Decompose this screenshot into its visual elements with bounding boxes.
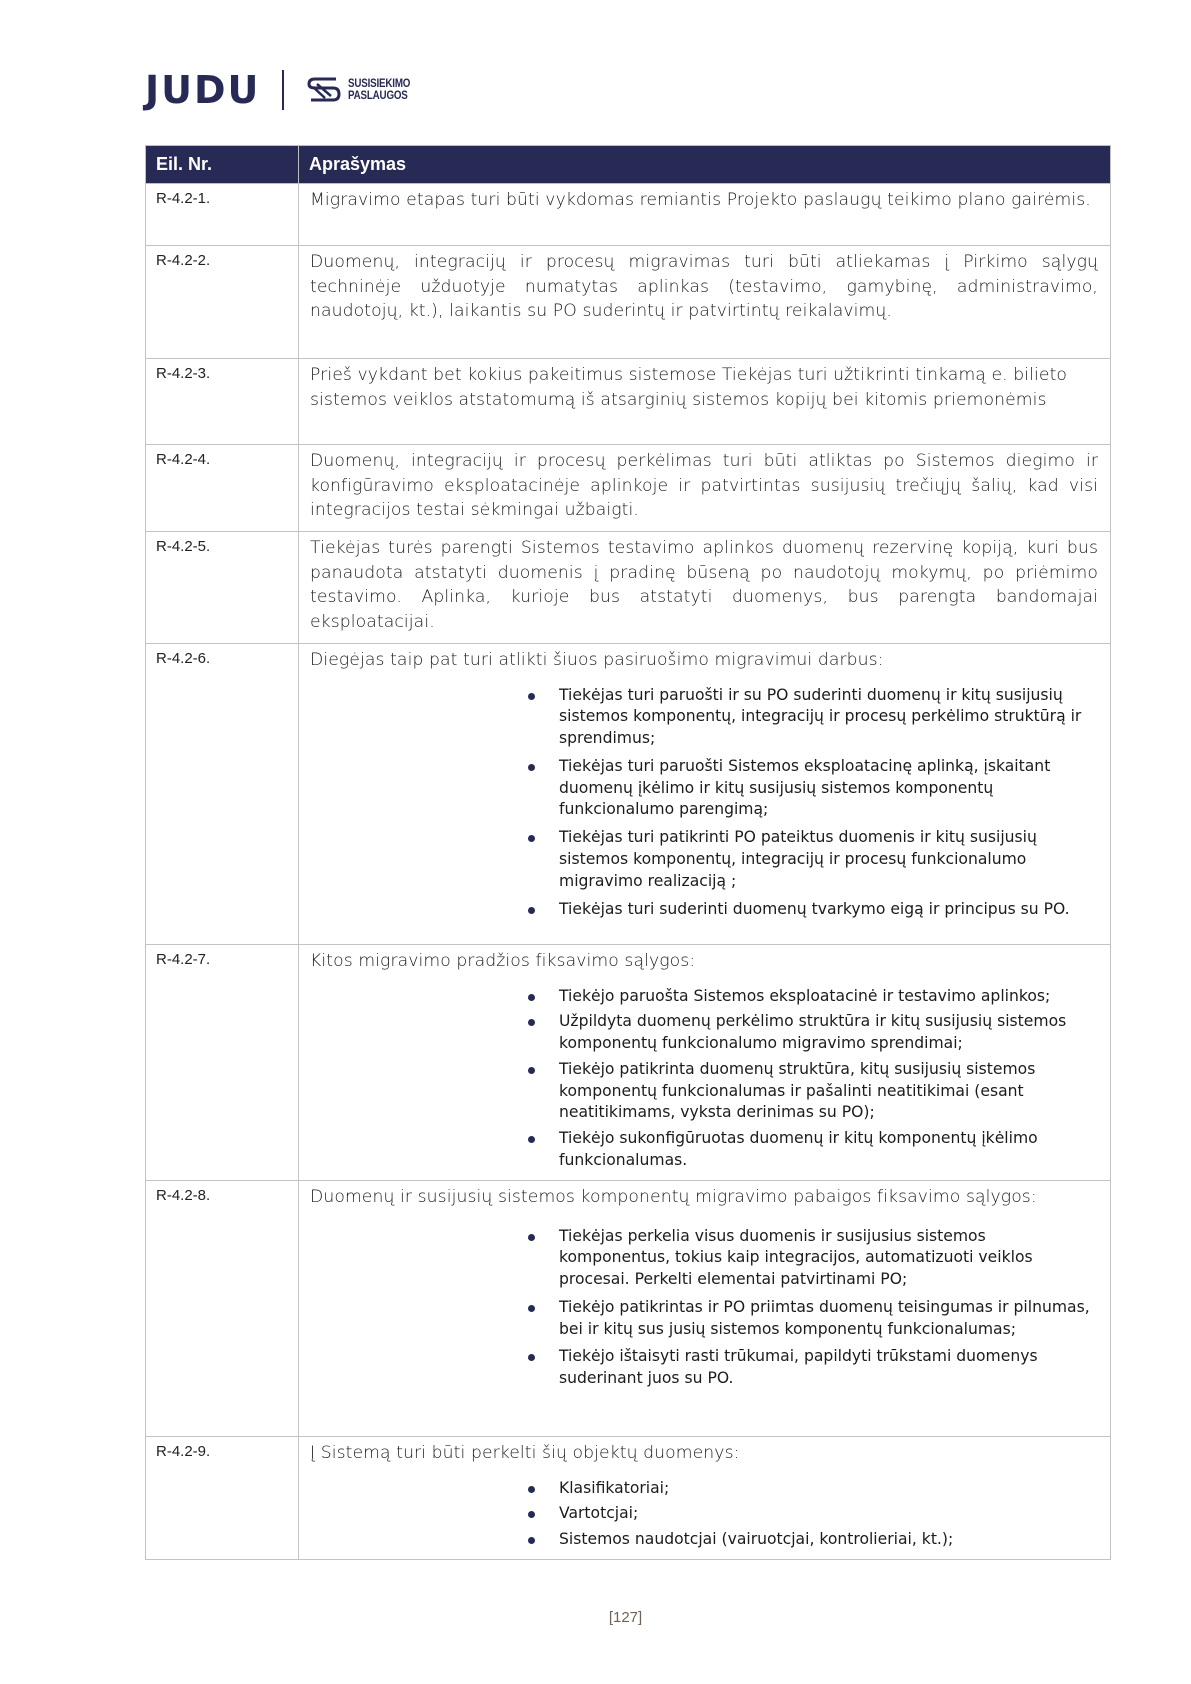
column-header-number: Eil. Nr. xyxy=(146,146,299,184)
list-item-text: Tiekėjo sukonfigūruotas duomenų ir kitų komponentų įkėlimo funkcionalumas. xyxy=(559,1129,1038,1170)
description-text: Kitos migravimo pradžios fiksavimo sąlygos: xyxy=(310,951,696,971)
list-item xyxy=(528,1059,1098,1124)
list-item xyxy=(528,986,1098,1008)
page-number: [127] xyxy=(608,1609,643,1626)
bullet-icon xyxy=(528,1486,535,1493)
bullet-icon xyxy=(528,693,535,700)
row-description xyxy=(299,945,1111,1181)
description-text: Diegėjas taip pat turi atlikti šiuos pasiruošimo migravimui darbus: xyxy=(310,650,884,670)
bullet-icon xyxy=(528,1537,535,1544)
bullet-list xyxy=(310,1478,1098,1551)
table-row xyxy=(146,359,1111,445)
list-item-text: Vartotcjai; xyxy=(559,1504,639,1523)
list-item xyxy=(528,1478,1098,1500)
list-item xyxy=(528,1297,1098,1341)
list-item-text: Tiekėjo ištaisyti rasti trūkumai, papildyti trūkstami duomenys suderinant juos su PO. xyxy=(559,1347,1038,1388)
table-row xyxy=(146,445,1111,532)
list-item-text: Tiekėjas turi paruošti Sistemos eksploatacinę aplinką, įskaitant duomenų įkėlimo ir kitų susijusių sistemos komponentų funkcionalumo parengimą; xyxy=(559,756,1051,819)
table-row xyxy=(146,644,1111,945)
header-logo xyxy=(145,68,422,112)
bullet-icon xyxy=(528,907,535,914)
row-id: R-4.2-1. xyxy=(146,184,299,246)
list-item-text: Klasifikatoriai; xyxy=(559,1478,670,1497)
bullet-list xyxy=(310,986,1098,1172)
description-text: Duomenų, integracijų ir procesų migravimas turi būti atliekamas į Pirkimo sąlygų techninėje užduotyje numatytas aplinkas (testavimo, gamybinę, administravimo, naudotojų, kt.), laikantis su PO suderintų ir patvirtintų reikalavimų. xyxy=(310,252,1098,321)
column-header-description: Aprašymas xyxy=(299,146,1111,184)
list-item-text: Sistemos naudotcjai (vairuotcjai, kontrolieriai, kt.); xyxy=(559,1530,954,1549)
list-item xyxy=(528,756,1098,821)
row-description xyxy=(299,359,1111,445)
table-row xyxy=(146,1437,1111,1560)
row-description xyxy=(299,184,1111,246)
description-text: Duomenų ir susijusių sistemos komponentų migravimo pabaigos fiksavimo sąlygos: xyxy=(310,1187,1037,1207)
list-item xyxy=(528,899,1098,921)
bullet-icon xyxy=(528,1234,535,1241)
logo-text-line2: PASLAUGOS xyxy=(348,90,409,102)
bullet-icon xyxy=(528,1136,535,1143)
list-item-text: Tiekėjas perkelia visus duomenis ir susijusius sistemos komponentus, tokius kaip integracijos, automatizuoti veiklos procesai. Perkelti elementai patvirtinami PO; xyxy=(559,1226,1033,1289)
row-id: R-4.2-3. xyxy=(146,359,299,445)
row-id: R-4.2-5. xyxy=(146,532,299,644)
row-description xyxy=(299,644,1111,945)
judu-logo: JUDU xyxy=(145,68,261,112)
description-text: Į Sistemą turi būti perkelti šių objektų duomenys: xyxy=(310,1443,740,1463)
table-row xyxy=(146,1181,1111,1437)
bullet-list xyxy=(310,1226,1098,1391)
description-text: Prieš vykdant bet kokius pakeitimus sistemose Tiekėjas turi užtikrinti tinkamą e. bilieto sistemos veiklos atstatomumą iš atsarginių sistemos kopijų bei kitomis priemonėmis xyxy=(310,365,1068,410)
row-id: R-4.2-8. xyxy=(146,1181,299,1437)
list-item-text: Tiekėjo patikrinta duomenų struktūra, kitų susijusių sistemos komponentų funkcionalumas ir pašalinti neatitikimai (esant neatitikimams, vyksta derinimas su PO); xyxy=(559,1059,1036,1122)
row-description xyxy=(299,1181,1111,1437)
row-id: R-4.2-4. xyxy=(146,445,299,532)
description-text: Duomenų, integracijų ir procesų perkėlimas turi būti atliktas po Sistemos diegimo ir konfigūravimo eksploatacinėje aplinkoje ir patvirtintas susijusių trečiųjų šalių, kad visi integracijos testai sėkmingai užbaigti. xyxy=(310,451,1098,520)
list-item xyxy=(528,1503,1098,1525)
list-item xyxy=(528,1128,1098,1172)
list-item xyxy=(528,1226,1098,1291)
requirements-table xyxy=(145,145,1111,1560)
description-text: Tiekėjas turės parengti Sistemos testavimo aplinkos duomenų rezervinę kopiją, kuri bus panaudota atstatyti duomenis į pradinę būseną po naudotojų mokymų, po priėmimo testavimo. Aplinka, kurioje bus atstatyti duomenys, bus parengta bandomajai eksploatacijai. xyxy=(310,538,1098,632)
list-item xyxy=(528,827,1098,892)
table-row xyxy=(146,945,1111,1181)
logo-divider xyxy=(282,70,284,110)
list-item-text: Tiekėjo patikrintas ir PO priimtas duomenų teisingumas ir pilnumas, bei ir kitų sus jusių sistemos komponentų funkcionalumas; xyxy=(559,1297,1090,1338)
table-row xyxy=(146,246,1111,359)
row-description xyxy=(299,246,1111,359)
row-id: R-4.2-9. xyxy=(146,1437,299,1560)
logo-text xyxy=(348,78,410,102)
row-description xyxy=(299,532,1111,644)
list-item xyxy=(528,685,1098,750)
row-id: R-4.2-2. xyxy=(146,246,299,359)
list-item-text: Tiekėjas turi paruošti ir su PO suderinti duomenų ir kitų susijusių sistemos komponentų, integracijų ir procesų perkėlimo struktūrą ir sprendimus; xyxy=(559,685,1082,748)
bullet-icon xyxy=(528,764,535,771)
bullet-icon xyxy=(528,1019,535,1026)
bullet-icon xyxy=(528,1305,535,1312)
row-description xyxy=(299,445,1111,532)
row-description xyxy=(299,1437,1111,1560)
logo-text-line1: SUSISIEKIMO xyxy=(348,78,411,90)
row-id: R-4.2-7. xyxy=(146,945,299,1181)
bullet-icon xyxy=(528,994,535,1001)
description-text: Migravimo etapas turi būti vykdomas remiantis Projekto paslaugų teikimo plano gairėmis. xyxy=(310,190,1091,210)
bullet-icon xyxy=(528,1511,535,1518)
list-item xyxy=(528,1011,1098,1055)
bullet-icon xyxy=(528,1067,535,1074)
bullet-list xyxy=(310,685,1098,921)
list-item-text: Tiekėjas turi patikrinti PO pateiktus duomenis ir kitų susijusių sistemos komponentų, integracijų ir procesų funkcionalumo migravimo realizaciją ; xyxy=(559,828,1037,890)
table-header-row xyxy=(146,146,1111,184)
list-item-text: Tiekėjo paruošta Sistemos eksploatacinė ir testavimo aplinkos; xyxy=(559,986,1051,1005)
bullet-icon xyxy=(528,1354,535,1361)
list-item xyxy=(528,1346,1098,1390)
table-row xyxy=(146,532,1111,644)
list-item-text: Užpildyta duomenų perkėlimo struktūra ir kitų susijusių sistemos komponentų funkcionalumo migravimo sprendimai; xyxy=(559,1012,1067,1053)
bullet-icon xyxy=(528,835,535,842)
row-id: R-4.2-6. xyxy=(146,644,299,945)
list-item xyxy=(528,1529,1098,1551)
susisiekimo-paslaugos-icon xyxy=(306,75,342,105)
table-row xyxy=(146,184,1111,246)
list-item-text: Tiekėjas turi suderinti duomenų tvarkymo eigą ir principus su PO. xyxy=(559,899,1070,918)
